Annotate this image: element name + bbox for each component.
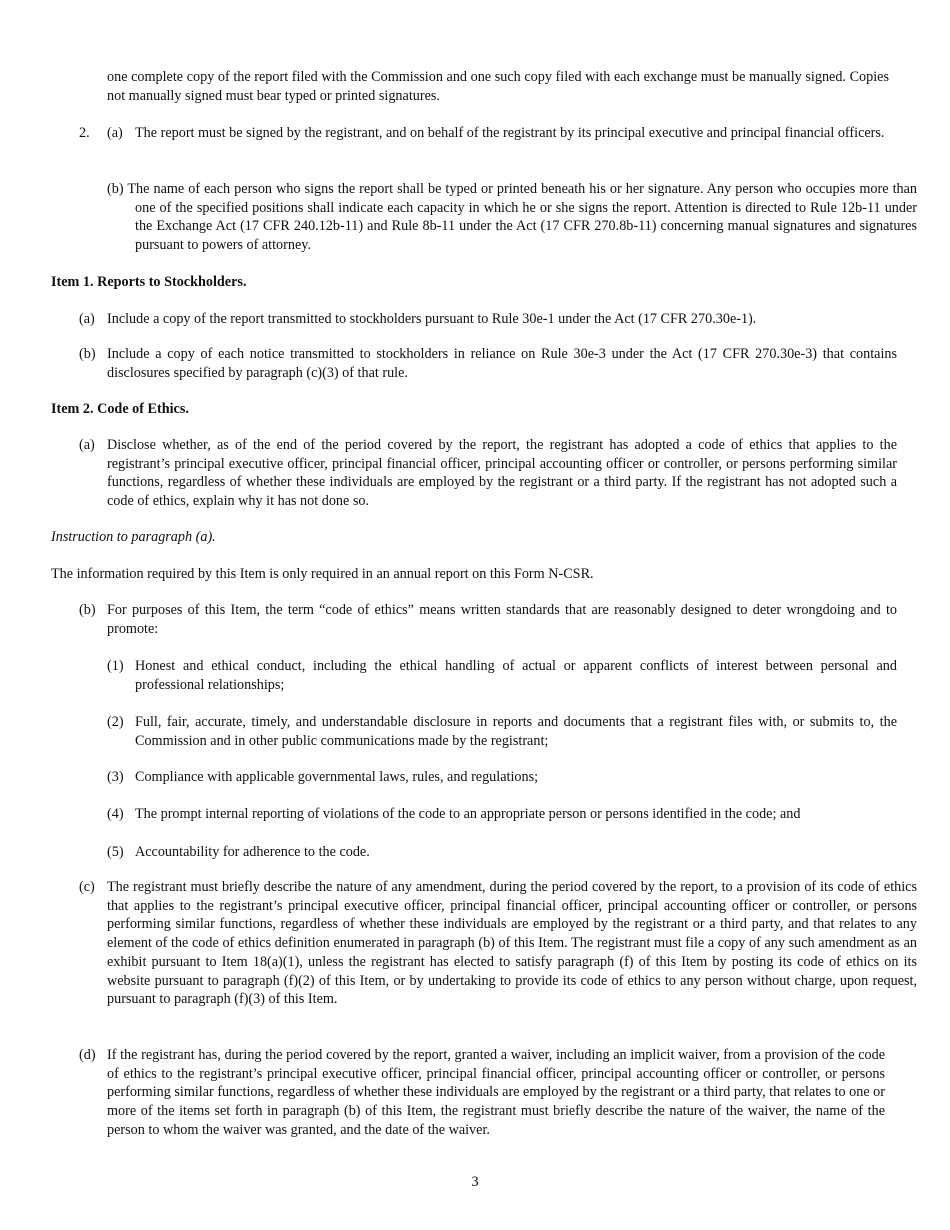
page-number: 3 [471, 1174, 479, 1190]
paragraph-label: (a) [107, 125, 123, 141]
continuation-paragraph: one complete copy of the report filed with the Commission and one such copy filed with each exchange must be manually signed. Copies not manually signed must bear typed or printed signatures. [107, 69, 889, 104]
paragraph-text: Disclose whether, as of the end of the period covered by the report, the registrant has adopted a code of ethics that applies to the registrant’s principal executive officer, principal financial officer, principal accounting officer or controller, or persons performing similar functions, regardless of whether these individuals are employed by the registrant or a third party. If the registrant has not adopted such a code of ethics, explain why it has not done so. [107, 437, 897, 510]
list-item-label: (1) [107, 658, 124, 674]
paragraph-text: Include a copy of the report transmitted to stockholders pursuant to Rule 30e-1 under the Act (17 CFR 270.30e-1). [107, 311, 757, 327]
list-item-text: The prompt internal reporting of violations of the code to an appropriate person or persons identified in the code; and [135, 806, 801, 822]
signature-item-2b [107, 180, 917, 255]
list-item-label: (5) [107, 844, 124, 860]
list-item-text: Accountability for adherence to the code. [135, 844, 370, 860]
paragraph-text: The registrant must briefly describe the nature of any amendment, during the period covered by the report, to a provision of its code of ethics that applies to the registrant’s principal executive officer, principal financial officer, principal accounting officer or controller, or persons performing similar functions, regardless of whether these individuals are employed by the registrant or a third party, and that relates to any element of the code of ethics definition enumerated in paragraph (b) of this Item. The registrant must file a copy of any such amendment as an exhibit pursuant to Item 18(a)(1), unless the registrant has elected to satisfy paragraph (f) of this Item by posting its code of ethics on its website pursuant to paragraph (f)(2) of this Item, or by undertaking to provide its code of ethics to any person without charge, upon request, pursuant to paragraph (f)(3) of this Item. [107, 879, 917, 1008]
paragraph-label: (a) [79, 437, 95, 453]
item-1b [79, 345, 897, 382]
signature-item-2a [79, 124, 945, 143]
list-item [107, 713, 897, 750]
item-2-heading: Item 2. Code of Ethics. [51, 401, 189, 417]
item-2c [79, 878, 917, 1009]
item-2a [79, 436, 897, 511]
list-item [107, 805, 925, 824]
list-item [107, 843, 917, 862]
list-item-text: Honest and ethical conduct, including the ethical handling of actual or apparent conflicts of interest between personal and professional relationships; [135, 658, 897, 693]
item-1a [79, 310, 917, 329]
signature-item-number: 2. [79, 125, 90, 141]
paragraph-text: For purposes of this Item, the term “code of ethics” means written standards that are reasonably designed to deter wrongdoing and to promote: [107, 602, 897, 637]
paragraph-label: (b) [79, 602, 96, 618]
list-item-label: (2) [107, 714, 124, 730]
instruction-heading: Instruction to paragraph (a). [51, 529, 216, 545]
item-1-heading: Item 1. Reports to Stockholders. [51, 274, 247, 290]
paragraph-text: Include a copy of each notice transmitted to stockholders in reliance on Rule 30e-3 under the Act (17 CFR 270.30e-3) that contains disclosures specified by paragraph (c)(3) of that rule. [107, 346, 897, 381]
paragraph-label: (b) [79, 346, 96, 362]
list-item-text: Compliance with applicable governmental laws, rules, and regulations; [135, 769, 539, 785]
list-item-label: (3) [107, 769, 124, 785]
item-2d [79, 1046, 885, 1140]
paragraph-label: (c) [79, 879, 95, 895]
item-2b [79, 601, 897, 638]
list-item-label: (4) [107, 806, 124, 822]
list-item-text: Full, fair, accurate, timely, and understandable disclosure in reports and documents that a registrant files with, or submits to, the Commission and in other public communications made by the registrant; [135, 714, 897, 749]
list-item [107, 768, 917, 787]
instruction-text: The information required by this Item is only required in an annual report on this Form N-CSR. [51, 566, 594, 582]
list-item [107, 657, 897, 694]
paragraph-label: (d) [79, 1047, 96, 1063]
paragraph-label: (a) [79, 311, 95, 327]
paragraph-label: (b) [107, 181, 124, 197]
paragraph-text: The name of each person who signs the report shall be typed or printed beneath his or her signature. Any person who occupies more than one of the specified positions shall indicate each capacity in which he or she signs the report. Attention is directed to Rule 12b-11 under the Exchange Act (17 CFR 240.12b-11) and Rule 8b-11 under the Act (17 CFR 270.8b-11) concerning manual signatures and signatures pursuant to powers of attorney. [127, 181, 917, 254]
paragraph-text: If the registrant has, during the period covered by the report, granted a waiver, including an implicit waiver, from a provision of the code of ethics to the registrant’s principal executive officer, principal financial officer, principal accounting officer or controller, or persons performing similar functions, regardless of whether these individuals are employed by the registrant or a third party, that relates to one or more of the items set forth in paragraph (b) of this Item, the registrant must briefly describe the nature of the waiver, the name of the person to whom the waiver was granted, and the date of the waiver. [107, 1047, 885, 1138]
paragraph-text: The report must be signed by the registrant, and on behalf of the registrant by its principal executive and principal financial officers. [135, 125, 885, 141]
